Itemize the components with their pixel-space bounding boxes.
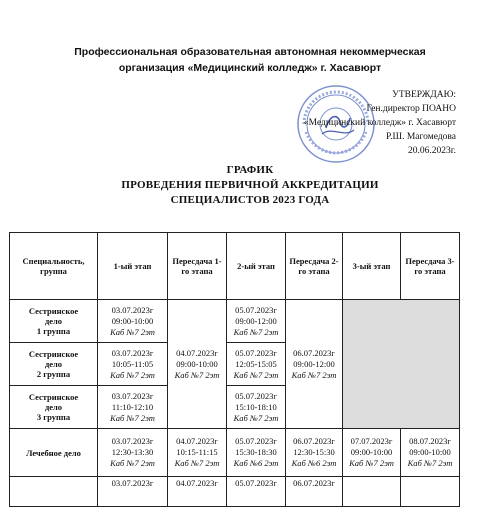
stage-1-cell [98, 300, 168, 343]
specialty-line: 1 группа [36, 326, 71, 336]
retake-1-cell [168, 429, 227, 477]
specialty-line: 2 группа [36, 369, 71, 379]
stage-1-cell [98, 343, 168, 386]
specialty-cell [10, 477, 98, 507]
specialty-cell [10, 386, 98, 429]
header-stage-1: 1-ый этап [98, 233, 168, 300]
retake-2-cell [286, 429, 343, 477]
room-text: Каб №7 2эт [233, 369, 279, 380]
shaded-empty-cell [343, 300, 460, 429]
date-text: 05.07.2023г [235, 436, 277, 446]
stage-2-cell [227, 477, 286, 507]
specialty-line: Сестринское [28, 392, 79, 402]
date-text: 07.07.2023г [350, 436, 393, 446]
time-text: 09:00-10:00 [350, 447, 393, 457]
specialty-cell [10, 300, 98, 343]
date-text: 04.07.2023г [176, 478, 218, 488]
schedule-table [9, 232, 460, 507]
specialty-cell [10, 343, 98, 386]
header-stage-3: 3-ый этап [343, 233, 401, 300]
date-text: 06.07.2023г [293, 478, 335, 488]
date-text: 03.07.2023г [111, 390, 154, 401]
header-retake-1: Пересдача 1-го этапа [168, 233, 227, 300]
time-text: 11:10-12:10 [111, 401, 154, 412]
header-retake-2: Пересдача 2-го этапа [286, 233, 343, 300]
retake-2-cell [286, 477, 343, 507]
table-row [10, 477, 460, 507]
retake-2-cell [286, 300, 343, 429]
specialty-line: 3 группа [36, 412, 71, 422]
retake-3-cell [401, 477, 460, 507]
room-text: Каб №7 2эт [233, 326, 279, 337]
specialty-line: дело [44, 359, 63, 369]
date-text: 04.07.2023г [176, 347, 218, 358]
stage-3-cell [343, 477, 401, 507]
time-text: 09:00-10:00 [111, 315, 154, 326]
stage-2-cell [227, 300, 286, 343]
approval-line-3: «Медицинский колледж» г. Хасавюрт [303, 118, 456, 128]
specialty-line: Сестринское [28, 306, 79, 316]
date-text: 03.07.2023г [111, 347, 154, 358]
date-text: 05.07.2023г [235, 390, 277, 401]
time-text: 10:15-11:15 [176, 447, 218, 457]
room-text: Каб №7 2эт [110, 326, 155, 337]
title-line-1: ГРАФИК [226, 164, 274, 176]
date-text: 05.07.2023г [235, 304, 277, 315]
room-text: Каб №7 2эт [110, 369, 155, 380]
date-text: 05.07.2023г [235, 347, 277, 358]
date-text: 03.07.2023г [111, 436, 154, 446]
time-text: 09:00-10:00 [409, 447, 451, 457]
date-text: 04.07.2023г [176, 436, 218, 446]
time-text: 09:00-10:00 [176, 358, 218, 369]
date-text: 03.07.2023г [111, 304, 154, 315]
title-line-2: ПРОВЕДЕНИЯ ПЕРВИЧНОЙ АККРЕДИТАЦИИ [121, 179, 379, 191]
document-title [0, 163, 500, 208]
room-text: Каб №7 2эт [407, 458, 453, 468]
organization-header [0, 44, 500, 76]
time-text: 09:00-12:00 [235, 315, 277, 326]
specialty-line: дело [44, 316, 63, 326]
approval-block [256, 88, 456, 158]
stage-2-cell [227, 386, 286, 429]
room-text: Каб №7 2эт [174, 458, 220, 468]
approval-line-5: 20.06.2023г. [408, 146, 456, 156]
stage-1-cell [98, 477, 168, 507]
specialty-line: дело [44, 402, 63, 412]
room-text: Каб №7 2эт [291, 369, 337, 380]
time-text: 12:30-13:30 [111, 447, 154, 457]
approval-line-1: УТВЕРЖДАЮ: [392, 90, 456, 100]
table-row [10, 300, 460, 343]
time-text: 15:10-18:10 [235, 401, 277, 412]
date-text: 03.07.2023г [111, 478, 154, 488]
room-text: Каб №7 2эт [174, 369, 220, 380]
header-stage-2: 2-ый этап [227, 233, 286, 300]
stage-1-cell [98, 429, 168, 477]
title-line-3: СПЕЦИАЛИСТОВ 2023 ГОДА [170, 194, 330, 206]
specialty-cell [10, 429, 98, 477]
approval-line-2: Ген.директор ПОАНО [366, 104, 456, 114]
stage-3-cell [343, 429, 401, 477]
time-text: 09:00-12:00 [293, 358, 335, 369]
date-text: 05.07.2023г [235, 478, 277, 488]
time-text: 12:30-15:30 [293, 447, 335, 457]
room-text: Каб №7 2эт [233, 412, 279, 423]
organization-line-2: организация «Медицинский колледж» г. Хасавюрт [118, 62, 382, 74]
room-text: Каб №7 2эт [110, 412, 155, 423]
table-row [10, 429, 460, 477]
retake-1-cell [168, 477, 227, 507]
date-text: 06.07.2023г [293, 347, 335, 358]
header-retake-3: Пересдача 3-го этапа [401, 233, 460, 300]
room-text: Каб №6 2эт [291, 458, 337, 468]
approval-line-4: Р.Ш. Магомедова [386, 132, 456, 142]
stage-1-cell [98, 386, 168, 429]
header-specialty: Специальность, группа [10, 233, 98, 300]
date-text: 06.07.2023г [293, 436, 335, 446]
time-text: 10:05-11:05 [111, 358, 154, 369]
table-header-row [10, 233, 460, 300]
time-text: 12:05-15:05 [235, 358, 277, 369]
specialty-line: Сестринское [28, 349, 79, 359]
organization-line-1: Профессиональная образовательная автономная некоммерческая [74, 46, 426, 58]
specialty-line: Лечебное дело [26, 447, 81, 458]
stage-2-cell [227, 343, 286, 386]
room-text: Каб №6 2эт [233, 458, 279, 468]
room-text: Каб №7 2эт [349, 458, 394, 468]
time-text: 15:30-18:30 [235, 447, 277, 457]
stage-2-cell [227, 429, 286, 477]
date-text: 08.07.2023г [409, 436, 451, 446]
retake-1-cell [168, 300, 227, 429]
retake-3-cell [401, 429, 460, 477]
room-text: Каб №7 2эт [110, 458, 155, 468]
